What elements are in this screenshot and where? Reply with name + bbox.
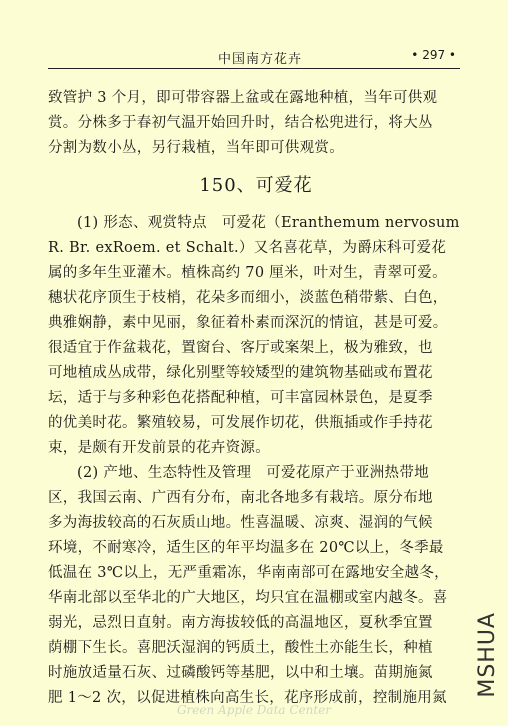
text-line: 低温在 3℃以上，无严重霜冻，华南南部可在露地安全越冬， <box>48 565 449 581</box>
text-line: 穗状花序顶生于枝梢，花朵多而细小，淡蓝色稍带紫、白色， <box>48 290 448 306</box>
text-line: 束，是颇有开发前景的花卉资源。 <box>48 440 270 456</box>
text-line: 的优美时花。繁殖较易，可发展作切花，供瓶插或作手持花 <box>48 415 433 431</box>
page-number: • 297 • <box>411 48 456 62</box>
text-line: 荫棚下生长。喜肥沃湿润的钙质土，酸性土亦能生长，种植 <box>48 640 433 656</box>
text-line: 可地植成丛成带，绿化别墅等较矮型的建筑物基础或布置花 <box>48 365 433 381</box>
intro-paragraph <box>48 86 464 161</box>
side-watermark: MSHUA <box>475 612 500 698</box>
running-header <box>48 46 460 69</box>
text-line: 华南北部以至华北的广大地区，均只宜在温棚或室内越冬。喜 <box>48 590 448 606</box>
text-line: 典雅娴静，素中见丽，象征着朴素而深沉的情谊，甚是可爱。 <box>48 315 448 331</box>
text-line: 很适宜于作盆栽花，置窗台、客厅或案架上，极为雅致，也 <box>48 340 433 356</box>
page-body <box>48 86 464 711</box>
text-line: 属的多年生亚灌木。植株高约 70 厘米，叶对生，青翠可爱。 <box>48 265 447 281</box>
text-line: 时施放适量石灰、过磷酸钙等基肥，以中和土壤。苗期施氮 <box>48 665 433 681</box>
text-line: 区，我国云南、广西有分布，南北各地多有栽培。原分布地 <box>48 490 433 506</box>
text-line: 弱光，忌烈日直射。南方海拔较低的高温地区，夏秋季宜置 <box>48 615 433 631</box>
section-heading: 150、可爱花 <box>199 175 313 196</box>
text-line: 致管护 3 个月，即可带容器上盆或在露地种植，当年可供观 <box>48 90 438 106</box>
bottom-watermark: Green Apple Data Center <box>176 703 332 717</box>
text-line: 肥 1～2 次，以促进植株向高生长，花序形成前，控制施用氮 <box>48 690 447 706</box>
text-line: (2) 产地、生态特性及管理 可爱花原产于亚洲热带地 <box>77 465 429 481</box>
text-line: 分割为数小丛，另行栽植，当年即可供观赏。 <box>48 140 344 156</box>
text-line: 环境，不耐寒冷，适生区的年平均温多在 20℃以上，冬季最 <box>48 540 444 556</box>
paragraph-morphology <box>48 211 464 461</box>
text-line: 赏。分株多于春初气温开始回升时，结合松兜进行，将大丛 <box>48 115 433 131</box>
text-line: (1) 形态、观赏特点 可爱花（Eranthemum nervosum <box>77 215 460 231</box>
book-title: 中国南方花卉 <box>218 52 303 67</box>
paragraph-habitat <box>48 461 464 711</box>
text-line: R. Br. exRoem. et Schalt.）又名喜花草，为爵床科可爱花 <box>48 240 447 256</box>
text-line: 坛，适于与多种彩色花搭配种植，可丰富园林景色，是夏季 <box>48 390 433 406</box>
text-line: 多为海拔较高的石灰质山地。性喜温暖、凉爽、湿润的气候 <box>48 515 433 531</box>
